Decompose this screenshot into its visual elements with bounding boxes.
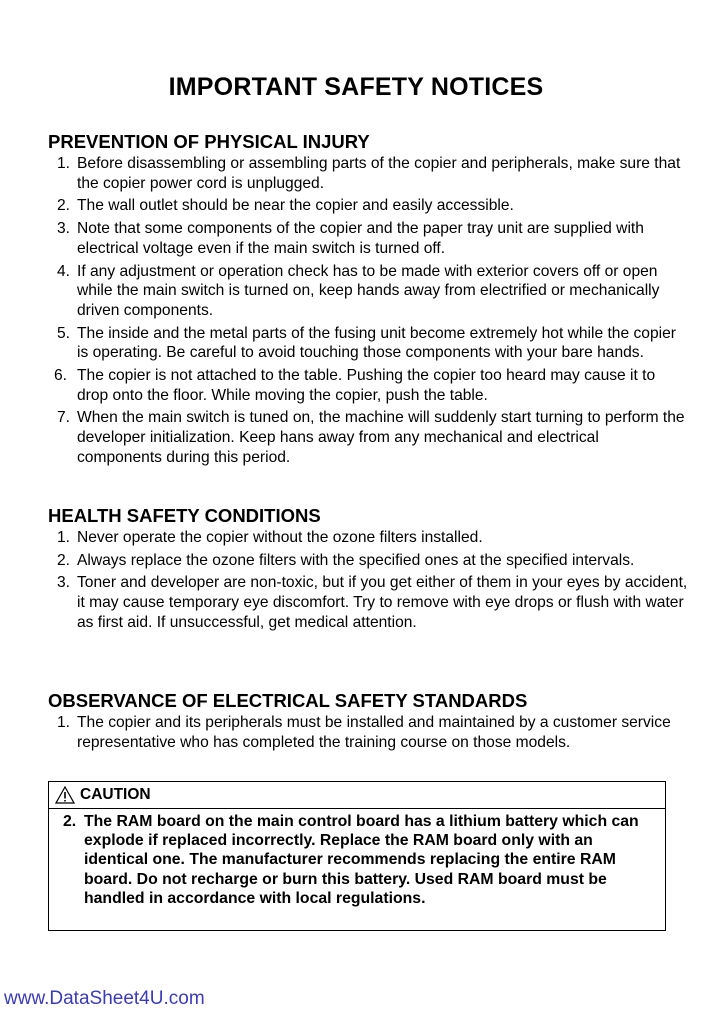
list-item: 7. When the main switch is tuned on, the machine will suddenly start turning to perform the developer initialization. Keep hans away from any mechanical and electrical components during this period. xyxy=(57,409,685,466)
numbered-list xyxy=(48,713,688,752)
list-item: 3. Note that some components of the copier and the paper tray unit are supplied with electrical voltage even if the main switch is turned off. xyxy=(57,220,644,257)
caution-number: 2. xyxy=(63,813,77,830)
list-item: 1. Never operate the copier without the ozone filters installed. xyxy=(57,529,483,546)
section-physical-injury xyxy=(48,131,688,471)
caution-header xyxy=(49,782,665,809)
section-electrical-safety xyxy=(48,690,688,755)
numbered-list xyxy=(48,528,688,633)
section-heading: PREVENTION OF PHYSICAL INJURY xyxy=(48,131,370,152)
list-item: 1. The copier and its peripherals must be installed and maintained by a customer service representative who has completed the training course on those models. xyxy=(57,714,671,751)
caution-label: CAUTION xyxy=(80,786,151,803)
list-item: 3. Toner and developer are non-toxic, but if you get either of them in your eyes by accident, it may cause temporary eye discomfort. Try to remove with eye drops or flush with water as first aid. If unsuccessful, get medical attention. xyxy=(57,574,688,631)
warning-icon xyxy=(55,786,75,804)
section-heading: OBSERVANCE OF ELECTRICAL SAFETY STANDARDS xyxy=(48,690,528,711)
caution-text: The RAM board on the main control board has a lithium battery which can explode if replaced incorrectly. Replace the RAM board only with an identical one. The manufacturer recommends replacing the entire RAM board. Do not recharge or burn this battery. Used RAM board must be handled in accordance with local regulations. xyxy=(84,813,639,907)
list-item: 6. The copier is not attached to the table. Pushing the copier too heard may cause it to drop onto the floor. While moving the copier, push the table. xyxy=(54,367,656,404)
watermark-link[interactable]: www.DataSheet4U.com xyxy=(4,988,205,1009)
caution-body xyxy=(49,809,665,908)
list-item: 2. Always replace the ozone filters with the specified ones at the specified intervals. xyxy=(57,551,635,569)
list-item: 2. The wall outlet should be near the copier and easily accessible. xyxy=(57,197,514,215)
list-item: 4. If any adjustment or operation check has to be made with exterior covers off or open while the main switch is turned on, keep hands away from electrified or mechanically driven components. xyxy=(57,262,660,319)
numbered-list xyxy=(48,154,688,468)
section-heading: HEALTH SAFETY CONDITIONS xyxy=(48,505,321,526)
caution-box xyxy=(48,781,666,931)
list-item: 1. Before disassembling or assembling parts of the copier and peripherals, make sure that the copier power cord is unplugged. xyxy=(57,155,681,192)
page-title: IMPORTANT SAFETY NOTICES xyxy=(168,73,544,101)
list-item: 5. The inside and the metal parts of the fusing unit become extremely hot while the copier is operating. Be careful to avoid touching those components with your bare hands. xyxy=(57,324,676,362)
section-health-safety xyxy=(48,505,688,636)
